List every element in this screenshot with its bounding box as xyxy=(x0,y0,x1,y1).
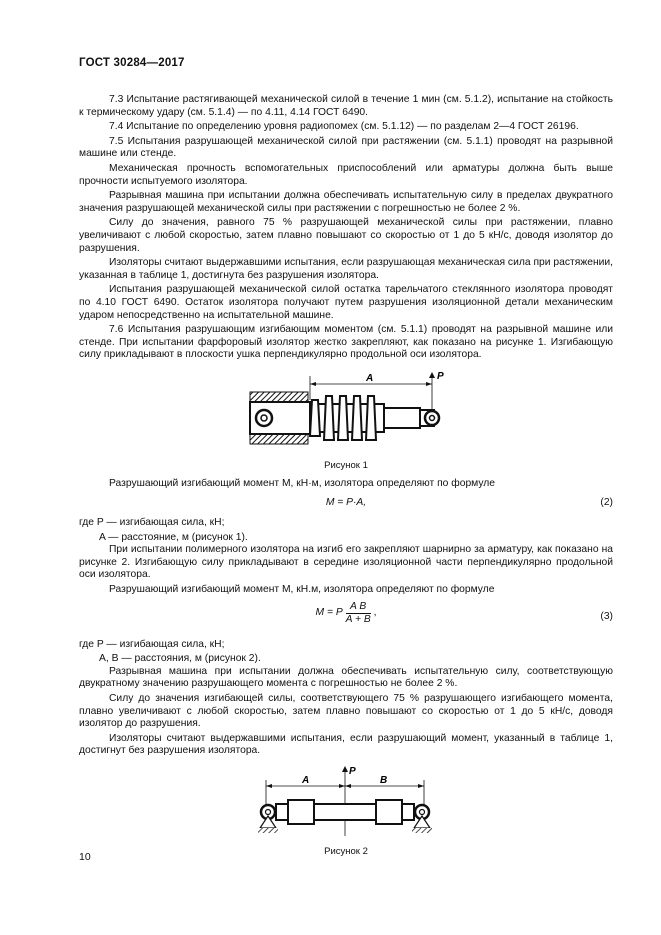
clamp-upper xyxy=(250,392,308,402)
paragraph: 7.4 Испытание по определению уровня радиопомех (см. 5.1.12) — по разделам 2—4 ГОСТ 26196. xyxy=(109,121,579,133)
formula-3-lhs: M = P xyxy=(315,606,343,618)
paragraph: Силу до значения, равного 75 % разрушающей механической силы при растяжении, плавно увеличивают с любой скоростью, затем плавно повышают со скоростью от 1 до 5 кН/с, доводя изолятор до разрушения. xyxy=(79,217,613,254)
paragraph: Разрушающий изгибающий момент М, кН.м, изолятора определяют по формуле xyxy=(109,584,495,596)
label-a: A xyxy=(302,774,310,786)
paragraph: 7.6 Испытания разрушающим изгибающим моментом (см. 5.1.1) проводят на разрывной машине или стенде. При испытании фарфоровый изолятор жестко закрепляют, как показано на рисунке 1. Изгибающую силу прикладывают в плоскости ушка перпендикулярно продольной оси изолятора. xyxy=(79,324,613,361)
paragraph: 7.3 Испытание растягивающей механической силой в течение 1 мин (см. 5.1.2), испытание на стойкость к термическому удару (см. 5.1.4) — по 4.11, 4.14 ГОСТ 6490. xyxy=(79,94,613,118)
paragraph: 7.5 Испытания разрушающей механической силой при растяжении (см. 5.1.1) проводят на разрывной машине или стенде. xyxy=(79,135,613,160)
document-body xyxy=(79,94,613,865)
paragraph: Разрушающий изгибающий момент М, кН·м, изолятора определяют по формуле xyxy=(109,478,496,490)
document-header: ГОСТ 30284—2017 xyxy=(79,57,185,69)
polymer-insulator xyxy=(276,800,414,824)
insulator-sheds xyxy=(310,396,384,440)
figure-2-caption: Рисунок 2 xyxy=(324,845,368,857)
paragraph: Разрывная машина при испытании должна обеспечивать испытательную силу в пределах двукратного значения разрушающей механической силы при растяжении с погрешностью не более 2 %. xyxy=(79,190,613,214)
paragraph: При испытании полимерного изолятора на изгиб его закрепляют шарнирно за арматуру, как показано на рисунке 2. Изгибающую силу прикладывают в середине изоляционной части перпендикулярно продольной оси изолятора. xyxy=(79,544,613,581)
paragraph: Изоляторы считают выдержавшими испытания, если разрушающий момент, указанный в таблице 1, достигнут без разрушения изолятора. xyxy=(79,732,613,757)
figure-1-diagram xyxy=(246,370,446,454)
paragraph: Силу до значения изгибающей силы, соответствующего 75 % разрушающего изгибающего момента, плавно увеличивают с любой скоростью, затем плавно повышают со скоростью от 1 до 5 кН/с, доводя изолятор до разрушения. xyxy=(79,693,613,730)
formula-2 xyxy=(79,493,613,515)
formula-2-number: (2) xyxy=(600,497,613,509)
formula-2-expression: M = P·A, xyxy=(325,497,367,509)
figure-1-caption: Рисунок 1 xyxy=(324,459,368,471)
paragraph: Изоляторы считают выдержавшими испытания, если разрушающая механическая сила при растяжении, указанная в таблице 1, достигнута без разрушения изолятора. xyxy=(79,257,613,281)
formula-3-fraction xyxy=(346,601,371,626)
definition-line: A, B — расстояния, м (рисунок 2). xyxy=(99,653,261,665)
paragraph: Разрывная машина при испытании должна обеспечивать испытательную силу, соответствующую двукратному значению разрушающего момента с погрешностью не более 2 %. xyxy=(79,665,613,690)
definition-line: A — расстояние, м (рисунок 1). xyxy=(99,531,248,543)
definition-line: где P — изгибающая сила, кН; xyxy=(79,517,225,529)
formula-3-tail: , xyxy=(373,606,377,618)
clamp-lower xyxy=(250,434,308,444)
label-p: P xyxy=(437,370,444,382)
figure-2-diagram xyxy=(256,766,436,840)
page-number: 10 xyxy=(79,851,91,863)
paragraph: Испытания разрушающей механической силой остатка тарельчатого стеклянного изолятора проводят по 4.10 ГОСТ 6490. Остаток изолятора получают путем разрушения изоляционной детали механическим ударом непосредственно на испытательной машине. xyxy=(79,284,613,321)
label-a: A xyxy=(366,372,374,384)
label-b: B xyxy=(380,774,388,786)
formula-3-number: (3) xyxy=(600,610,613,622)
formula-3 xyxy=(79,599,613,635)
paragraph: Механическая прочность вспомогательных приспособлений или арматуры должна быть выше прочности испытуемого изолятора. xyxy=(79,162,613,187)
formula-3-numerator: A B xyxy=(346,601,371,614)
label-p: P xyxy=(349,765,356,777)
formula-3-denominator: A + B xyxy=(345,613,371,625)
definition-line: где P — изгибающая сила, кН; xyxy=(79,638,225,650)
